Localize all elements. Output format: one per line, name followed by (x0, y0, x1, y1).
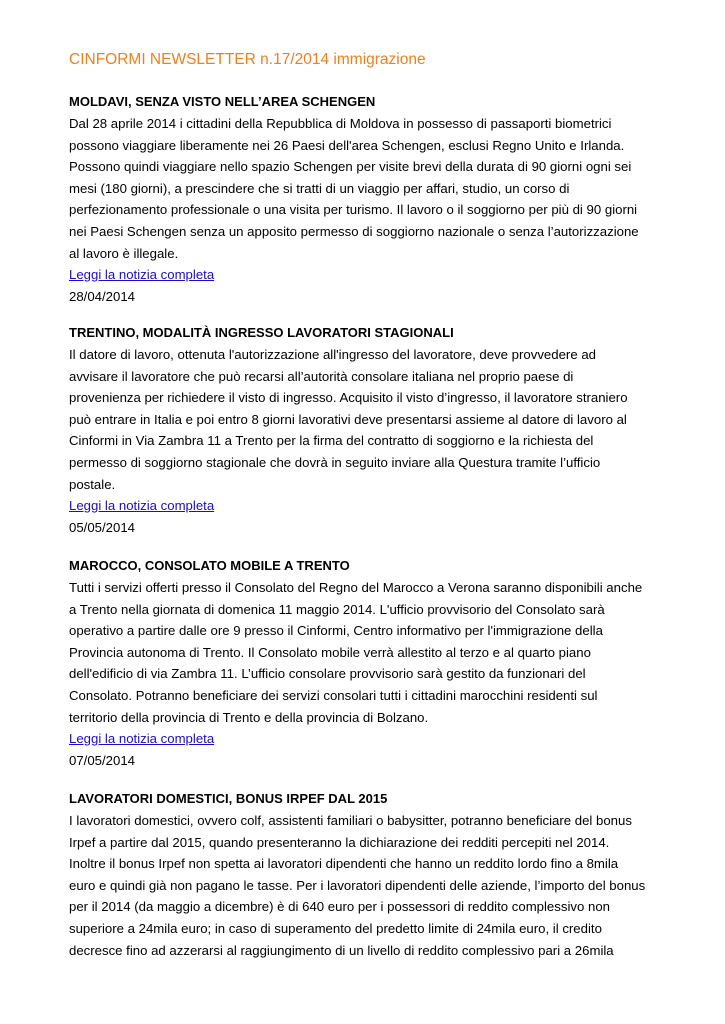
article-date: 05/05/2014 (69, 519, 136, 535)
article-text-line: Dal 28 aprile 2014 i cittadini della Repubblica di Moldova in possesso di passaporti biometrici (69, 116, 612, 131)
article-moldavi (69, 91, 669, 307)
article-text-line: può entrare in Italia e poi entro 8 giorni lavorativi deve presentarsi assieme al datore di lavoro al (69, 411, 627, 427)
article-text-line: mesi (180 giorni), a prescindere che si tratti di un viaggio per affari, studio, un corso di (69, 180, 570, 196)
article-text-line: superiore a 24mila euro; in caso di superamento del predetto limite di 24mila euro, il credito (69, 920, 602, 936)
read-more-link[interactable]: Leggi la notizia completa (69, 267, 215, 283)
article-text-line: Consolato. Potranno beneficiare dei servizi consolari tutti i cittadini marocchini residenti sul (69, 687, 598, 703)
article-text-line: I lavoratori domestici, ovvero colf, assistenti familiari o babysitter, potranno beneficiare del bonus (69, 813, 632, 828)
article-text-line: Possono quindi viaggiare nello spazio Schengen per visite brevi della durata di 90 giorni ogni sei (69, 159, 632, 175)
article-text-line: Tutti i servizi offerti presso il Consolato del Regno del Marocco a Verona saranno disponibili anche (69, 580, 643, 595)
article-text-line: al lavoro è illegale. (69, 245, 179, 261)
article-text-line: Irpef a partire dal 2015, quando presenteranno la dichiarazione dei redditi percepiti nel 2014. (69, 834, 610, 850)
article-text-line: postale. (69, 476, 116, 492)
article-marocco (69, 555, 669, 771)
article-text-line: Cinformi in Via Zambra 11 a Trento per la firma del contratto di soggiorno e la richiesta del (69, 433, 594, 449)
article-text-line: perfezionamento professionale o una visita per turismo. Il lavoro o il soggiorno per più di 90 giorni (69, 202, 638, 218)
article-text-line: permesso di soggiorno stagionale che dovrà in seguito inviare alla Questura tramite l’ufficio (69, 454, 601, 470)
article-lavoratori-domestici (69, 788, 669, 961)
article-text-line: nei Paesi Schengen senza un apposito permesso di soggiorno nazionale o senza l’autorizzazione (69, 223, 639, 239)
article-heading: MOLDAVI, SENZA VISTO NELL’AREA SCHENGEN (69, 94, 376, 109)
article-text-line: possono viaggiare liberamente nei 26 Paesi dell'area Schengen, esclusi Regno Unito e Irlanda. (69, 137, 625, 153)
read-more-link[interactable]: Leggi la notizia completa (69, 498, 215, 514)
article-text-line: provenienza per richiedere il visto di ingresso. Acquisito il visto d’ingresso, il lavoratore straniero (69, 390, 628, 406)
article-text-line: decresce fino ad azzerarsi al raggiungimento di un livello di reddito complessivo pari a 26mila (69, 942, 614, 958)
article-date: 28/04/2014 (69, 288, 136, 304)
article-text-line: per il 2014 (da maggio a dicembre) è di 640 euro per i possessori di reddito complessivo non (69, 899, 610, 915)
article-heading: MAROCCO, CONSOLATO MOBILE A TRENTO (69, 558, 350, 573)
article-date: 07/05/2014 (69, 752, 136, 768)
article-text-line: a Trento nella giornata di domenica 11 maggio 2014. L'ufficio provvisorio del Consolato sarà (69, 601, 605, 617)
article-text-line: Il datore di lavoro, ottenuta l'autorizzazione all'ingresso del lavoratore, deve provvedere ad (69, 347, 596, 362)
article-text-line: Provincia autonoma di Trento. Il Consolato mobile verrà allestito al terzo e al quarto piano (69, 644, 591, 660)
article-text-line: operativo a partire dalle ore 9 presso il Cinformi, Centro informativo per l'immigrazione della (69, 623, 603, 639)
newsletter-title: CINFORMI NEWSLETTER n.17/2014 immigrazione (69, 51, 426, 68)
read-more-link[interactable]: Leggi la notizia completa (69, 731, 215, 747)
article-heading: TRENTINO, MODALITÀ INGRESSO LAVORATORI STAGIONALI (69, 325, 454, 340)
article-trentino (69, 322, 669, 538)
article-text-line: dell'edificio di via Zambra 11. L’ufficio consolare provvisorio sarà gestito da funzionari del (69, 666, 586, 682)
article-text-line: avvisare il lavoratore che può recarsi all’autorità consolare italiana nel proprio paese di (69, 368, 574, 384)
article-text-line: euro e quindi già non pagano le tasse. Per i lavoratori dipendenti delle aziende, l’importo del bonus (69, 877, 646, 893)
article-heading: LAVORATORI DOMESTICI, BONUS IRPEF DAL 2015 (69, 791, 388, 806)
article-text-line: territorio della provincia di Trento e della provincia di Bolzano. (69, 709, 429, 725)
article-text-line: Inoltre il bonus Irpef non spetta ai lavoratori dipendenti che hanno un reddito lordo fino a 8mila (69, 856, 619, 872)
